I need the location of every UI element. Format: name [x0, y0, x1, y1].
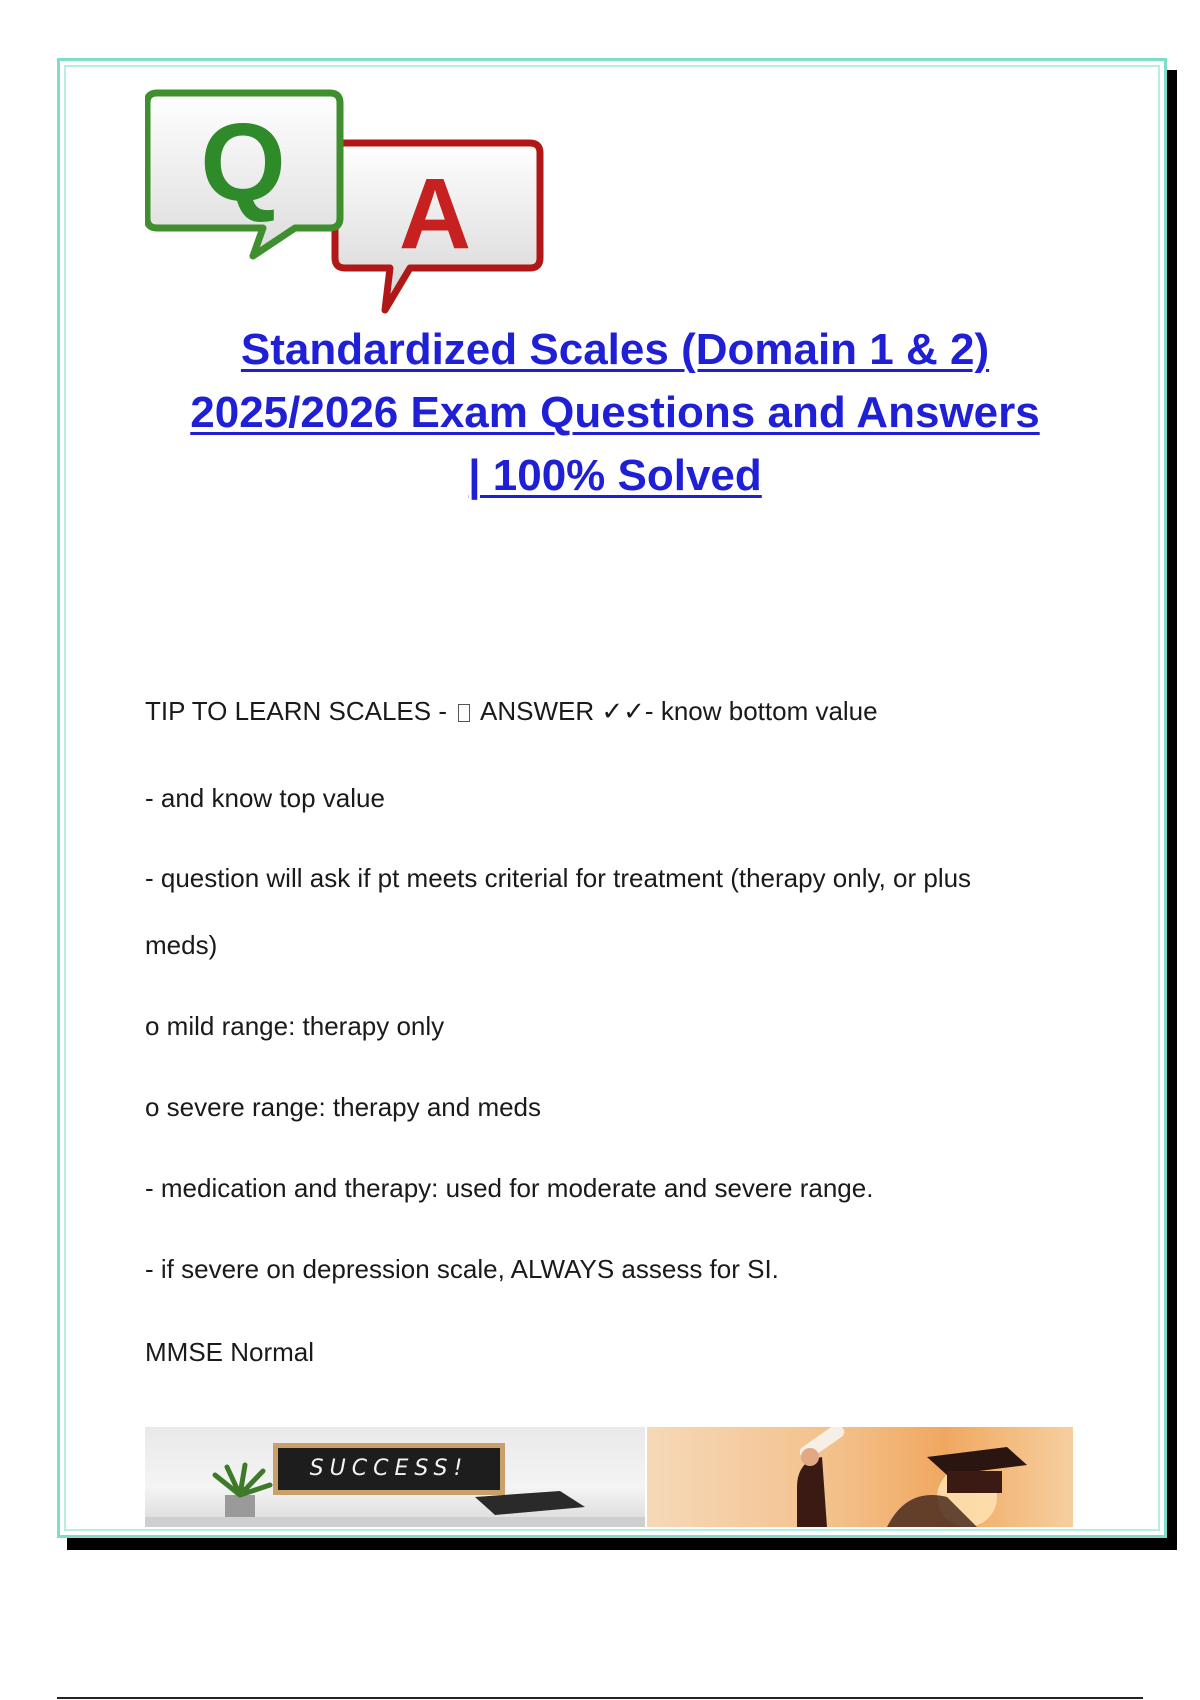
- chalkboard: SUCCESS!: [273, 1443, 505, 1495]
- document-title: [120, 318, 1110, 507]
- q-letter: Q: [200, 101, 286, 224]
- line-assess-si: - if severe on depression scale, ALWAYS assess for SI.: [145, 1254, 779, 1284]
- graduate-scene-icon: [647, 1427, 1073, 1527]
- line-mild-range: o mild range: therapy only: [145, 1011, 445, 1041]
- tip-prefix: TIP TO LEARN SCALES -: [145, 696, 455, 726]
- title-line-3: | 100% Solved: [468, 451, 762, 500]
- line-question-part-1: - question will ask if pt meets criterial for treatment (therapy only, or plus: [145, 863, 972, 893]
- graduate-diploma-sunset-icon: [647, 1427, 1073, 1527]
- success-banner: [145, 1427, 1073, 1527]
- line-top-value: - and know top value: [145, 783, 385, 813]
- title-line-2: 2025/2026 Exam Questions and Answers: [190, 388, 1040, 437]
- tip-suffix: ANSWER ✓✓- know bottom value: [474, 696, 878, 726]
- line-medication-therapy: - medication and therapy: used for moderate and severe range.: [145, 1173, 874, 1203]
- title-line-1: Standardized Scales (Domain 1 & 2): [240, 325, 990, 374]
- a-letter: A: [398, 158, 472, 270]
- line-severe-range: o severe range: therapy and meds: [145, 1092, 542, 1122]
- missing-glyph-icon: [458, 704, 470, 722]
- qa-speech-bubbles-icon: [145, 88, 545, 318]
- line-question-part-2: meds): [145, 930, 218, 960]
- page-bottom-rule: [57, 1697, 1143, 1699]
- line-mmse-normal: MMSE Normal: [145, 1337, 315, 1367]
- tip-line: [145, 694, 1065, 728]
- desk-chalkboard-plant-icon: [145, 1427, 645, 1527]
